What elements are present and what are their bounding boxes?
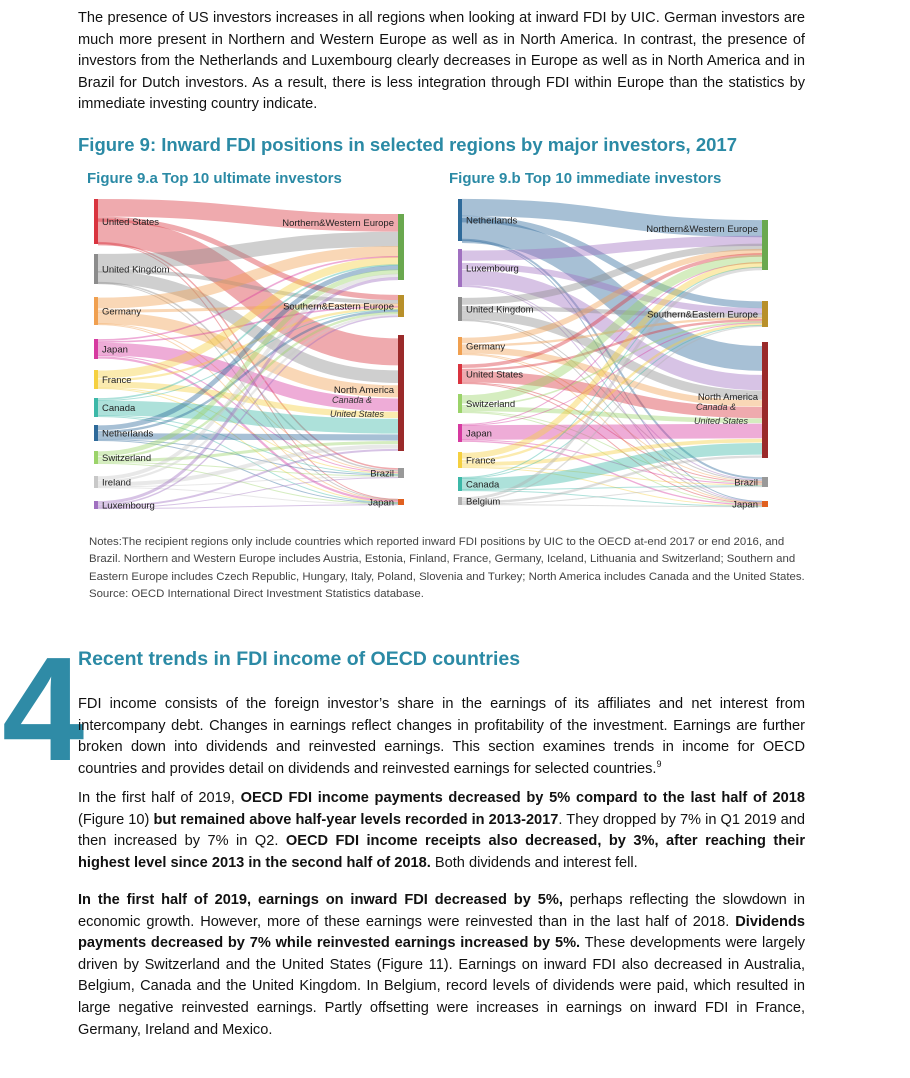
source-label-germany: Germany xyxy=(466,341,506,353)
source-label-united-kingdom: United Kingdom xyxy=(466,304,534,316)
source-node-luxembourg xyxy=(458,249,462,287)
source-label-united-states: United States xyxy=(466,369,524,381)
link-japan-to-north-america xyxy=(462,431,762,433)
bold-run: OECD FDI income payments decreased by 5% compard to the last half of 2018 xyxy=(240,790,805,806)
source-label-canada: Canada xyxy=(102,403,136,414)
target-node-brazil xyxy=(398,468,404,478)
source-label-japan: Japan xyxy=(466,428,492,440)
source-node-france xyxy=(94,370,98,389)
source-node-germany xyxy=(94,297,98,325)
footnote-marker: 9 xyxy=(656,758,662,769)
figure-notes: Notes:The recipient regions only include countries which reported inward FDI positions by UIC to the OECD at-end 2017 or end 2016, and Brazil. Northern and Western Europe includes Austria, Estonia, Finland, France, Germany, Iceland, Lithuania and Switzerland; Southern and Eastern Europe includes Czech Republic, Hungary, Italy, Poland, Slovenia and Turkey; North America includes Canada and the United States. xyxy=(89,536,805,583)
target-label-southern-eastern-europe: Southern&Eastern Europe xyxy=(647,309,758,321)
source-label-japan: Japan xyxy=(102,344,128,356)
bold-run: In the first half of 2019, earnings on inward FDI decreased by 5%, xyxy=(78,892,563,908)
source-label-netherlands: Netherlands xyxy=(466,215,518,227)
text-run: These developments were largely driven by Switzerland and the United States (Figure 11). Earnings on inward FDI also decreased in Australia, Belgium, Canada and the United Kingdom. In Belgium, record levels of dividends were paid, which resulted in large negative reinvested earnings. Partly offsetting were increases in earnings on inward FDI in France, Germany, Ireland and Mexico. xyxy=(78,935,805,1038)
source-label-switzerland: Switzerland xyxy=(102,453,152,464)
source-label-canada: Canada xyxy=(466,479,500,491)
paragraph-income-payments xyxy=(78,788,805,874)
figure-9a-title: Figure 9.a Top 10 ultimate investors xyxy=(87,170,342,187)
bold-run: OECD FDI income receipts also decreased, by 3%, after reaching their highest level since 2013 in the second half of 2018. xyxy=(78,833,805,871)
source-label-luxembourg: Luxembourg xyxy=(466,263,519,275)
text-run: In the first half of 2019, xyxy=(78,790,241,806)
source-node-japan xyxy=(94,339,98,359)
text-run: perhaps reflecting the slowdown in economic growth. However, more of these earnings were reinvested than in the last half of 2018. xyxy=(78,892,805,930)
target-note-north-america-0: Canada & xyxy=(331,395,372,405)
paragraph-earnings xyxy=(78,890,805,1041)
section-number: 4 xyxy=(2,627,81,792)
sankey-chart-ultimate-investors xyxy=(88,194,418,524)
source-node-united-kingdom xyxy=(458,297,462,321)
target-node-japan xyxy=(398,499,404,505)
figure-source: Source: OECD International Direct Investment Statistics database. xyxy=(89,588,424,601)
source-node-united-states xyxy=(94,199,98,244)
text-run: Both dividends and interest fell. xyxy=(430,854,638,871)
source-node-canada xyxy=(458,477,462,491)
source-node-netherlands xyxy=(458,199,462,241)
source-node-united-states xyxy=(458,364,462,384)
source-label-belgium: Belgium xyxy=(466,496,501,508)
source-node-canada xyxy=(94,398,98,417)
source-label-germany: Germany xyxy=(102,306,142,318)
target-label-brazil: Brazil xyxy=(734,477,758,489)
source-label-switzerland: Switzerland xyxy=(466,399,516,410)
target-node-north-america xyxy=(398,335,404,451)
source-node-belgium xyxy=(458,497,462,505)
paragraph-text: FDI income consists of the foreign investor’s share in the earnings of its affiliates and net interest from intercompany debt. Changes in earnings reflect changes in profitability of the investment. Earnings are further broken down into dividends and reinvested earnings. This section examines trends in income for OECD countries and provides detail on dividends and reinvested earnings for selected countries. xyxy=(78,696,805,777)
source-node-switzerland xyxy=(458,394,462,413)
target-label-japan: Japan xyxy=(368,497,394,509)
source-label-france: France xyxy=(102,375,132,386)
figure-9b-title: Figure 9.b Top 10 immediate investors xyxy=(449,170,722,187)
source-label-ireland: Ireland xyxy=(102,477,132,489)
source-node-united-kingdom xyxy=(94,254,98,284)
bold-run: but remained above half-year levels recorded in 2013-2017 xyxy=(153,811,559,828)
target-label-north-america: North America xyxy=(697,392,758,403)
intro-paragraph: The presence of US investors increases in all regions when looking at inward FDI by UIC. German investors are much more present in Northern and Western Europe as well as in North America. In contrast, the presence of investors from the Netherlands and Luxembourg clearly decreases in Europe as well as in North America and in Brazil for Dutch investors. As a result, there is less integration through FDI within Europe than the statistics by immediate investing country indicate. xyxy=(78,10,805,113)
source-node-germany xyxy=(458,337,462,355)
target-label-north-america: North America xyxy=(333,385,394,396)
source-node-japan xyxy=(458,424,462,442)
target-label-brazil: Brazil xyxy=(370,468,394,480)
target-note-north-america-0: Canada & xyxy=(695,402,736,412)
source-label-united-states: United States xyxy=(102,217,160,228)
paragraph-fdi-income-definition xyxy=(78,694,805,780)
target-node-northern-western-europe xyxy=(762,220,768,270)
target-note-north-america-1: United States xyxy=(329,409,384,419)
target-node-southern-eastern-europe xyxy=(762,301,768,327)
target-label-northern-western-europe: Northern&Western Europe xyxy=(646,224,758,235)
text-run: (Figure 10) xyxy=(78,811,154,828)
source-node-switzerland xyxy=(94,451,98,464)
section-title: Recent trends in FDI income of OECD countries xyxy=(78,648,521,670)
source-label-united-kingdom: United Kingdom xyxy=(102,264,170,276)
target-node-japan xyxy=(762,501,768,507)
target-label-northern-western-europe: Northern&Western Europe xyxy=(282,218,394,229)
source-node-luxembourg xyxy=(94,501,98,509)
target-note-north-america-1: United States xyxy=(693,416,748,426)
target-node-north-america xyxy=(762,342,768,458)
target-label-japan: Japan xyxy=(732,499,758,511)
source-label-france: France xyxy=(466,455,496,467)
text-run: . They dropped by 7% in Q1 2019 and then increased by 7% in Q2. xyxy=(78,811,805,850)
source-label-netherlands: Netherlands xyxy=(102,428,154,440)
target-node-northern-western-europe xyxy=(398,214,404,280)
source-node-netherlands xyxy=(94,425,98,441)
figure-title: Figure 9: Inward FDI positions in selected regions by major investors, 2017 xyxy=(78,134,737,155)
source-label-luxembourg: Luxembourg xyxy=(102,500,155,512)
target-node-brazil xyxy=(762,477,768,487)
bold-run: Dividends payments decreased by 7% while reinvested earnings increased by 5%. xyxy=(78,913,805,952)
flow-links xyxy=(462,208,762,507)
source-node-france xyxy=(458,452,462,468)
source-node-ireland xyxy=(94,476,98,488)
sankey-chart-immediate-investors xyxy=(452,194,782,524)
target-label-southern-eastern-europe: Southern&Eastern Europe xyxy=(283,301,394,313)
target-node-southern-eastern-europe xyxy=(398,295,404,317)
figure-notes-block xyxy=(89,534,805,604)
